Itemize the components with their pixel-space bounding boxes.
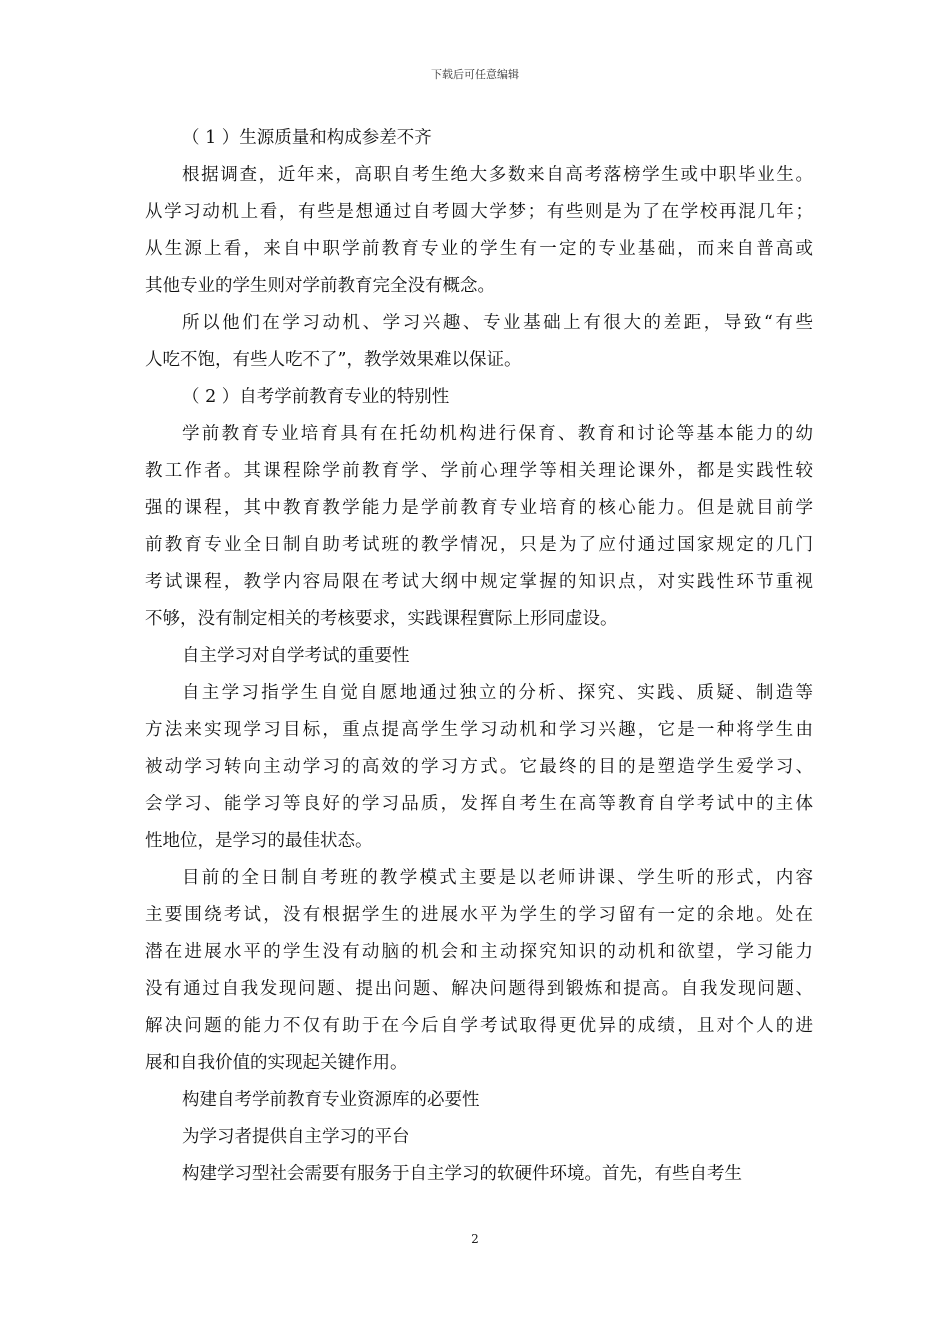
page-number: 2 [471, 1232, 479, 1246]
text-line: （ 1 ）生源质量和构成参差不齐 [182, 128, 432, 148]
text-line: 前教育专业全日制自助考试班的教学情况，只是为了应付通过国家规定的几门 [145, 535, 813, 555]
text-line: 从生源上看，来自中职学前教育专业的学生有一定的专业基础，而来自普高或 [145, 239, 813, 259]
text-line: 为学习者提供自主学习的平台 [182, 1127, 410, 1147]
text-line: 构建自考学前教育专业资源库的必要性 [182, 1090, 480, 1110]
text-line: 从学习动机上看，有些是想通过自考圆大学梦；有些则是为了在学校再混几年； [145, 202, 813, 222]
text-line: 展和自我价值的实现起关键作用。 [145, 1053, 408, 1073]
paragraph [145, 675, 813, 860]
document-body [145, 120, 813, 1193]
text-line: 没有通过自我发现问题、提出问题、解决问题得到锻炼和提高。自我发现问题、 [145, 979, 813, 999]
text-line: 学前教育专业培育具有在托幼机构进行保育、教育和讨论等基本能力的幼 [182, 424, 813, 444]
text-line: 自主学习对自学考试的重要性 [182, 646, 410, 666]
text-line: 方法来实现学习目标，重点提高学生学习动机和学习兴趣，它是一种将学生由 [145, 720, 813, 740]
text-line: 自主学习指学生自觉自愿地通过独立的分析、探究、实践、质疑、制造等 [182, 683, 813, 703]
text-line: 被动学习转向主动学习的高效的学习方式。它最终的目的是塑造学生爱学习、 [145, 757, 813, 777]
paragraph [145, 305, 813, 379]
text-line: 不够，没有制定相关的考核要求，实践课程實际上形同虚设。 [145, 609, 618, 629]
paragraph [145, 1156, 813, 1193]
paragraph [145, 379, 813, 416]
text-line: 性地位，是学习的最佳状态。 [145, 831, 373, 851]
paragraph [145, 157, 813, 305]
text-line: 所以他们在学习动机、学习兴趣、专业基础上有很大的差距，导致“有些 [182, 313, 813, 333]
text-line: 根据调查，近年来，高职自考生绝大多数来自高考落榜学生或中职毕业生。 [182, 165, 813, 185]
text-line: 教工作者。其课程除学前教育学、学前心理学等相关理论课外，都是实践性较 [145, 461, 813, 481]
paragraph [145, 120, 813, 157]
text-line: 会学习、能学习等良好的学习品质，发挥自考生在高等教育自学考试中的主体 [145, 794, 813, 814]
text-line: 其他专业的学生则对学前教育完全没有概念。 [145, 276, 495, 296]
paragraph [145, 860, 813, 1082]
paragraph [145, 1082, 813, 1119]
text-line: 考试课程，教学内容局限在考试大纲中规定掌握的知识点，对实践性环节重视 [145, 572, 813, 592]
text-line: 强的课程，其中教育教学能力是学前教育专业培育的核心能力。但是就目前学 [145, 498, 813, 518]
text-line: （ 2 ）自考学前教育专业的特别性 [182, 387, 450, 407]
text-line: 目前的全日制自考班的教学模式主要是以老师讲课、学生听的形式，内容 [182, 868, 813, 888]
text-line: 主要围绕考试，没有根据学生的进展水平为学生的学习留有一定的余地。处在 [145, 905, 813, 925]
page-header: 下载后可任意编辑 [431, 68, 519, 81]
paragraph [145, 638, 813, 675]
paragraph [145, 1119, 813, 1156]
paragraph [145, 416, 813, 638]
text-line: 潜在进展水平的学生没有动脑的机会和主动探究知识的动机和欲望，学习能力 [145, 942, 813, 962]
text-line: 构建学习型社会需要有服务于自主学习的软硬件环境。首先，有些自考生 [182, 1164, 742, 1184]
text-line: 解决问题的能力不仅有助于在今后自学考试取得更优异的成绩，且对个人的进 [145, 1016, 813, 1036]
text-line: 人吃不饱，有些人吃不了”，教学效果难以保证。 [145, 350, 522, 370]
